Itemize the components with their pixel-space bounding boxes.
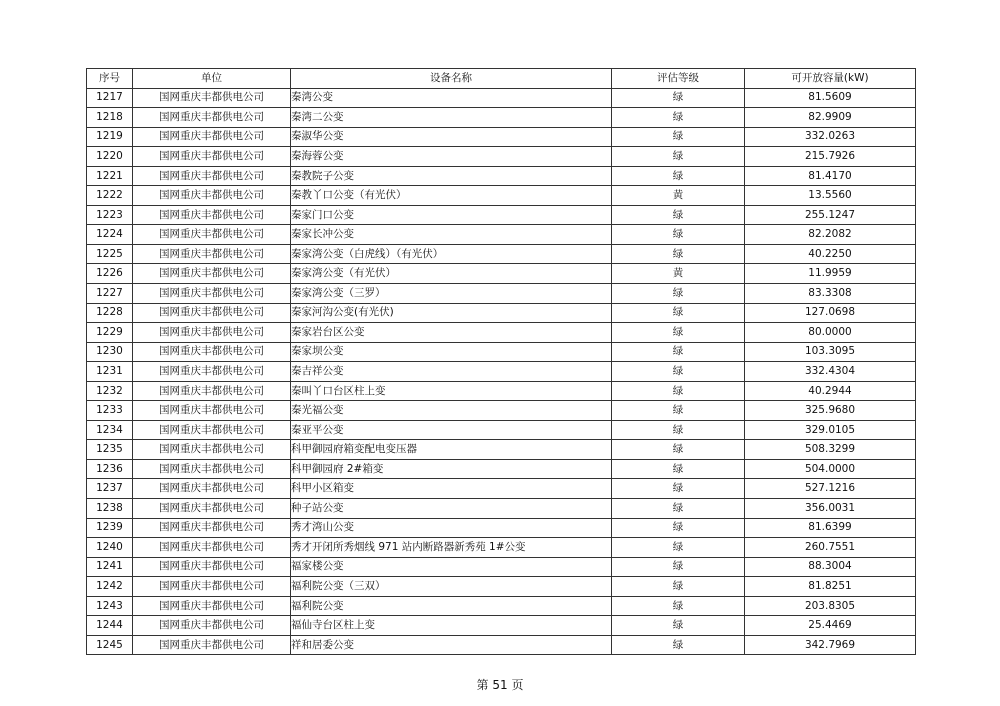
serial-cell: 1228 [87,303,133,323]
device-name-cell: 秦淑华公变 [291,127,612,147]
serial-cell: 1242 [87,577,133,597]
table-row [87,459,916,479]
device-name-cell: 秀才湾山公变 [291,518,612,538]
serial-cell: 1222 [87,186,133,206]
grade-cell: 绿 [612,108,745,128]
table-row [87,205,916,225]
capacity-cell: 504.0000 [745,459,916,479]
unit-cell: 国网重庆丰都供电公司 [133,577,291,597]
unit-cell: 国网重庆丰都供电公司 [133,479,291,499]
unit-cell: 国网重庆丰都供电公司 [133,459,291,479]
serial-cell: 1233 [87,401,133,421]
unit-cell: 国网重庆丰都供电公司 [133,244,291,264]
unit-cell: 国网重庆丰都供电公司 [133,284,291,304]
table-row [87,303,916,323]
table-header-row [87,69,916,89]
table-row [87,88,916,108]
unit-cell: 国网重庆丰都供电公司 [133,401,291,421]
grade-cell: 绿 [612,303,745,323]
capacity-cell: 81.8251 [745,577,916,597]
capacity-cell: 342.7969 [745,635,916,655]
serial-cell: 1238 [87,499,133,519]
unit-cell: 国网重庆丰都供电公司 [133,186,291,206]
serial-cell: 1243 [87,596,133,616]
unit-cell: 国网重庆丰都供电公司 [133,538,291,558]
grade-cell: 绿 [612,616,745,636]
table-row [87,518,916,538]
serial-cell: 1239 [87,518,133,538]
unit-cell: 国网重庆丰都供电公司 [133,616,291,636]
device-name-cell: 秦教院子公变 [291,166,612,186]
grade-cell: 绿 [612,127,745,147]
grade-cell: 绿 [612,499,745,519]
serial-cell: 1240 [87,538,133,558]
unit-cell: 国网重庆丰都供电公司 [133,127,291,147]
serial-cell: 1229 [87,323,133,343]
grade-cell: 绿 [612,166,745,186]
grade-cell: 绿 [612,440,745,460]
serial-cell: 1226 [87,264,133,284]
grade-cell: 黄 [612,264,745,284]
unit-cell: 国网重庆丰都供电公司 [133,557,291,577]
grade-cell: 绿 [612,557,745,577]
grade-cell: 绿 [612,479,745,499]
grade-cell: 绿 [612,244,745,264]
capacity-cell: 88.3004 [745,557,916,577]
unit-cell: 国网重庆丰都供电公司 [133,440,291,460]
device-name-cell: 秦光福公变 [291,401,612,421]
device-name-cell: 福仙寺台区柱上变 [291,616,612,636]
device-name-cell: 福利院公变 [291,596,612,616]
table-row [87,362,916,382]
serial-cell: 1230 [87,342,133,362]
capacity-cell: 80.0000 [745,323,916,343]
serial-cell: 1225 [87,244,133,264]
capacity-cell: 260.7551 [745,538,916,558]
unit-cell: 国网重庆丰都供电公司 [133,108,291,128]
device-name-cell: 秦家湾公变（白虎线）（有光伏） [291,244,612,264]
unit-cell: 国网重庆丰都供电公司 [133,499,291,519]
grade-cell: 绿 [612,323,745,343]
capacity-cell: 255.1247 [745,205,916,225]
unit-cell: 国网重庆丰都供电公司 [133,88,291,108]
unit-cell: 国网重庆丰都供电公司 [133,596,291,616]
unit-cell: 国网重庆丰都供电公司 [133,166,291,186]
capacity-cell: 11.9959 [745,264,916,284]
unit-cell: 国网重庆丰都供电公司 [133,147,291,167]
capacity-cell: 527.1216 [745,479,916,499]
capacity-cell: 329.0105 [745,420,916,440]
serial-cell: 1224 [87,225,133,245]
unit-cell: 国网重庆丰都供电公司 [133,635,291,655]
unit-cell: 国网重庆丰都供电公司 [133,323,291,343]
unit-cell: 国网重庆丰都供电公司 [133,362,291,382]
serial-cell: 1237 [87,479,133,499]
header-capacity: 可开放容量(kW) [745,69,916,89]
grade-cell: 绿 [612,577,745,597]
serial-cell: 1223 [87,205,133,225]
grade-cell: 绿 [612,147,745,167]
grade-cell: 绿 [612,596,745,616]
table-row [87,538,916,558]
capacity-cell: 81.5609 [745,88,916,108]
table-row [87,284,916,304]
capacity-cell: 81.6399 [745,518,916,538]
device-name-cell: 秀才开闭所秀烟线 971 站内断路器新秀苑 1#公变 [291,538,612,558]
serial-cell: 1219 [87,127,133,147]
capacity-cell: 356.0031 [745,499,916,519]
serial-cell: 1241 [87,557,133,577]
unit-cell: 国网重庆丰都供电公司 [133,225,291,245]
capacity-table [86,68,916,655]
unit-cell: 国网重庆丰都供电公司 [133,381,291,401]
table-row [87,323,916,343]
serial-cell: 1227 [87,284,133,304]
capacity-cell: 40.2944 [745,381,916,401]
grade-cell: 绿 [612,401,745,421]
device-name-cell: 秦家长冲公变 [291,225,612,245]
device-name-cell: 秦家河沟公变(有光伏) [291,303,612,323]
device-name-cell: 祥和居委公变 [291,635,612,655]
device-name-cell: 科甲御园府 2#箱变 [291,459,612,479]
capacity-cell: 332.4304 [745,362,916,382]
table-row [87,186,916,206]
serial-cell: 1220 [87,147,133,167]
capacity-cell: 127.0698 [745,303,916,323]
table-row [87,127,916,147]
capacity-cell: 40.2250 [745,244,916,264]
table-row [87,225,916,245]
capacity-cell: 332.0263 [745,127,916,147]
capacity-cell: 508.3299 [745,440,916,460]
capacity-cell: 203.8305 [745,596,916,616]
device-name-cell: 秦亚平公变 [291,420,612,440]
device-name-cell: 秦家坝公变 [291,342,612,362]
table-row [87,420,916,440]
device-name-cell: 科甲小区箱变 [291,479,612,499]
table-row [87,635,916,655]
header-unit: 单位 [133,69,291,89]
unit-cell: 国网重庆丰都供电公司 [133,205,291,225]
capacity-cell: 83.3308 [745,284,916,304]
grade-cell: 绿 [612,459,745,479]
table-row [87,479,916,499]
device-name-cell: 秦湾二公变 [291,108,612,128]
serial-cell: 1245 [87,635,133,655]
grade-cell: 绿 [612,88,745,108]
capacity-cell: 82.9909 [745,108,916,128]
device-name-cell: 秦家湾公变（三罗） [291,284,612,304]
table-row [87,616,916,636]
table-row [87,557,916,577]
table-row [87,147,916,167]
device-name-cell: 秦叫丫口台区柱上变 [291,381,612,401]
serial-cell: 1232 [87,381,133,401]
capacity-cell: 215.7926 [745,147,916,167]
table-row [87,381,916,401]
capacity-cell: 103.3095 [745,342,916,362]
device-name-cell: 秦海蓉公变 [291,147,612,167]
serial-cell: 1235 [87,440,133,460]
grade-cell: 绿 [612,342,745,362]
table-row [87,401,916,421]
unit-cell: 国网重庆丰都供电公司 [133,264,291,284]
device-name-cell: 秦家门口公变 [291,205,612,225]
capacity-cell: 81.4170 [745,166,916,186]
serial-cell: 1244 [87,616,133,636]
serial-cell: 1217 [87,88,133,108]
grade-cell: 绿 [612,420,745,440]
header-device-name: 设备名称 [291,69,612,89]
grade-cell: 绿 [612,518,745,538]
device-name-cell: 种子站公变 [291,499,612,519]
unit-cell: 国网重庆丰都供电公司 [133,518,291,538]
table-row [87,244,916,264]
unit-cell: 国网重庆丰都供电公司 [133,342,291,362]
grade-cell: 绿 [612,381,745,401]
grade-cell: 绿 [612,362,745,382]
table-row [87,342,916,362]
table-row [87,108,916,128]
table-row [87,596,916,616]
serial-cell: 1218 [87,108,133,128]
grade-cell: 绿 [612,538,745,558]
page-number: 第 51 页 [476,678,524,692]
table-row [87,499,916,519]
table-row [87,577,916,597]
device-name-cell: 福家楼公变 [291,557,612,577]
device-name-cell: 秦教丫口公变（有光伏） [291,186,612,206]
device-name-cell: 秦吉祥公变 [291,362,612,382]
grade-cell: 绿 [612,225,745,245]
table-row [87,166,916,186]
capacity-cell: 13.5560 [745,186,916,206]
header-grade: 评估等级 [612,69,745,89]
device-name-cell: 科甲御园府箱变配电变压器 [291,440,612,460]
serial-cell: 1234 [87,420,133,440]
serial-cell: 1221 [87,166,133,186]
serial-cell: 1231 [87,362,133,382]
grade-cell: 绿 [612,205,745,225]
capacity-cell: 325.9680 [745,401,916,421]
header-serial: 序号 [87,69,133,89]
capacity-cell: 82.2082 [745,225,916,245]
device-name-cell: 秦湾公变 [291,88,612,108]
table-body [87,88,916,655]
table-row [87,440,916,460]
unit-cell: 国网重庆丰都供电公司 [133,420,291,440]
grade-cell: 绿 [612,284,745,304]
table-row [87,264,916,284]
grade-cell: 黄 [612,186,745,206]
device-name-cell: 秦家湾公变（有光伏） [291,264,612,284]
unit-cell: 国网重庆丰都供电公司 [133,303,291,323]
device-name-cell: 福利院公变（三双） [291,577,612,597]
grade-cell: 绿 [612,635,745,655]
capacity-cell: 25.4469 [745,616,916,636]
device-name-cell: 秦家岩台区公变 [291,323,612,343]
serial-cell: 1236 [87,459,133,479]
